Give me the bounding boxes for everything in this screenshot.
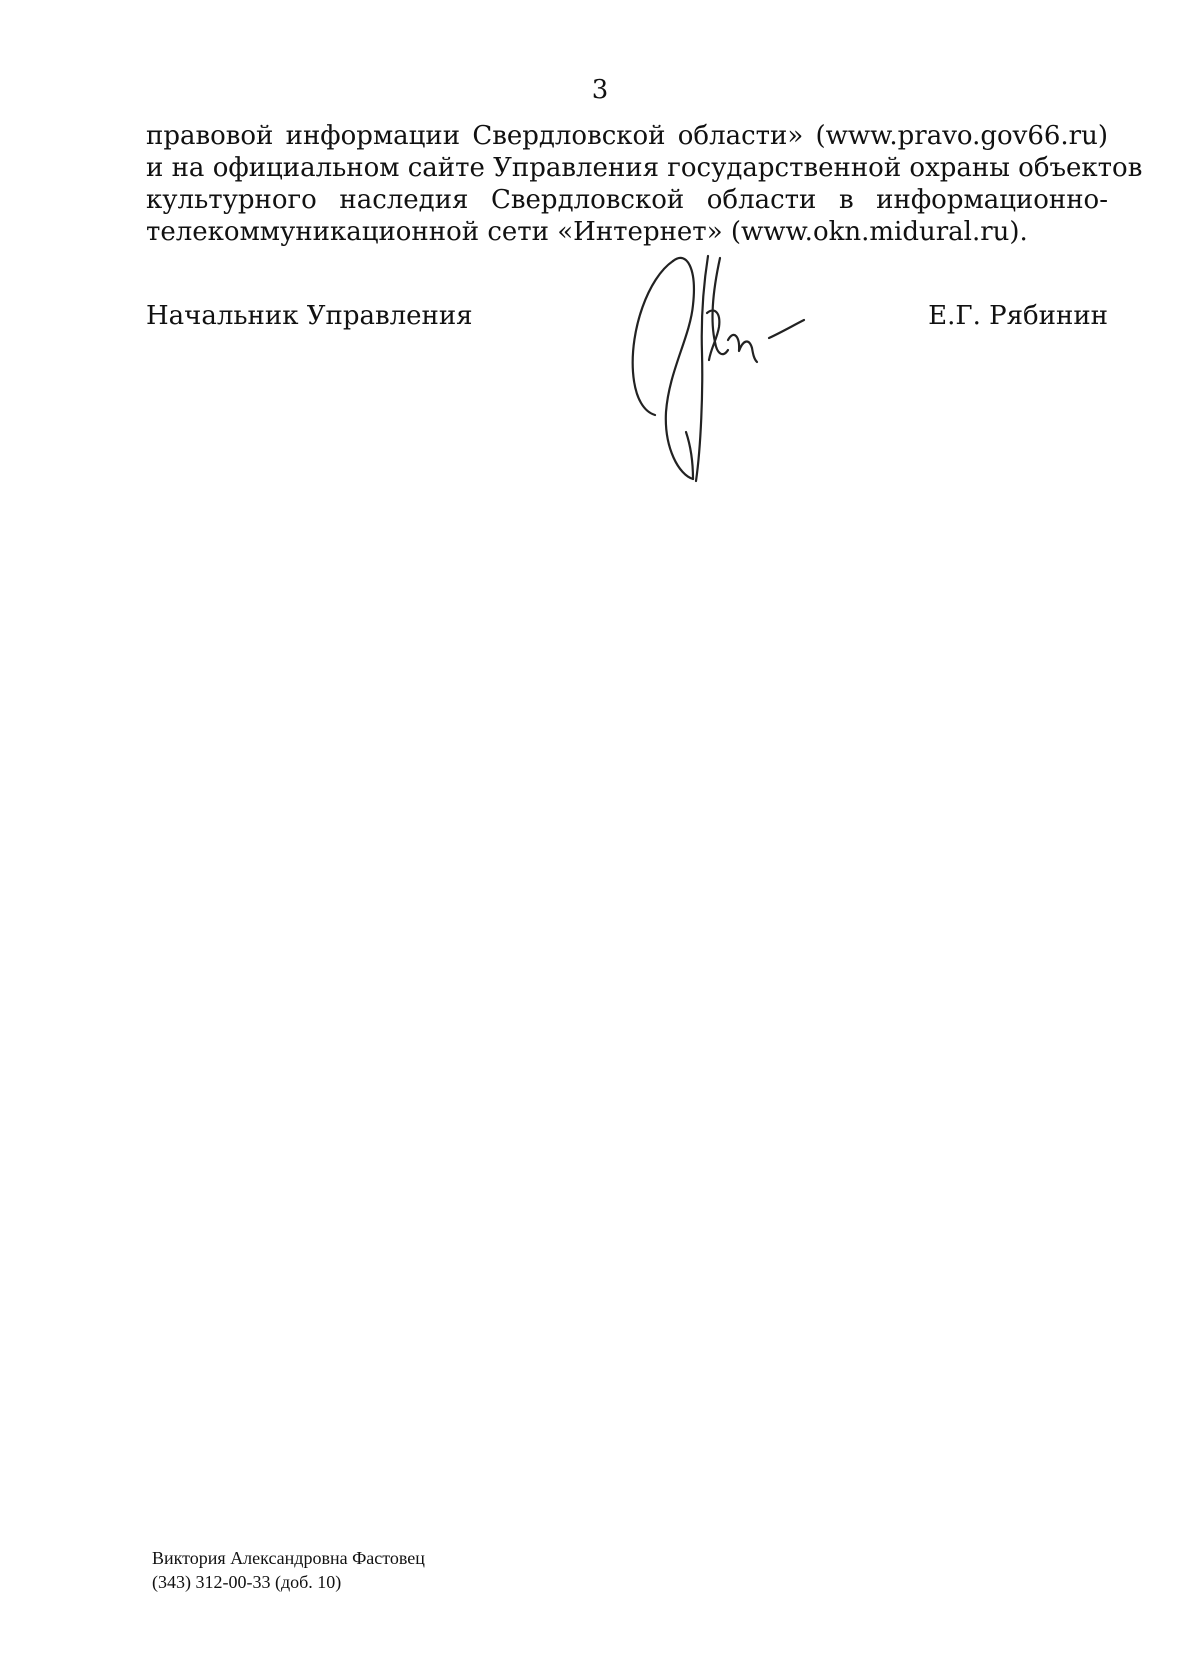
executor-name: Виктория Александровна Фастовец [152,1548,425,1568]
page-number: 3 [591,75,609,105]
handwritten-signature [630,250,860,510]
body-line: телекоммуникационной сети «Интернет» (www.okn.midural.ru). [146,217,1028,247]
body-line: правовой информации Свердловской области» (www.pravo.gov66.ru) [146,121,1108,151]
executor-info [152,1546,425,1594]
body-line: культурного наследия Свердловской области в информационно- [146,185,1108,215]
signer-title: Начальник Управления [146,301,473,331]
body-line: и на официальном сайте Управления государственной охраны объектов [146,153,1143,183]
executor-phone: (343) 312-00-33 (доб. 10) [152,1572,342,1592]
body-paragraph [146,120,1143,248]
signer-name: Е.Г. Рябинин [928,301,1108,331]
